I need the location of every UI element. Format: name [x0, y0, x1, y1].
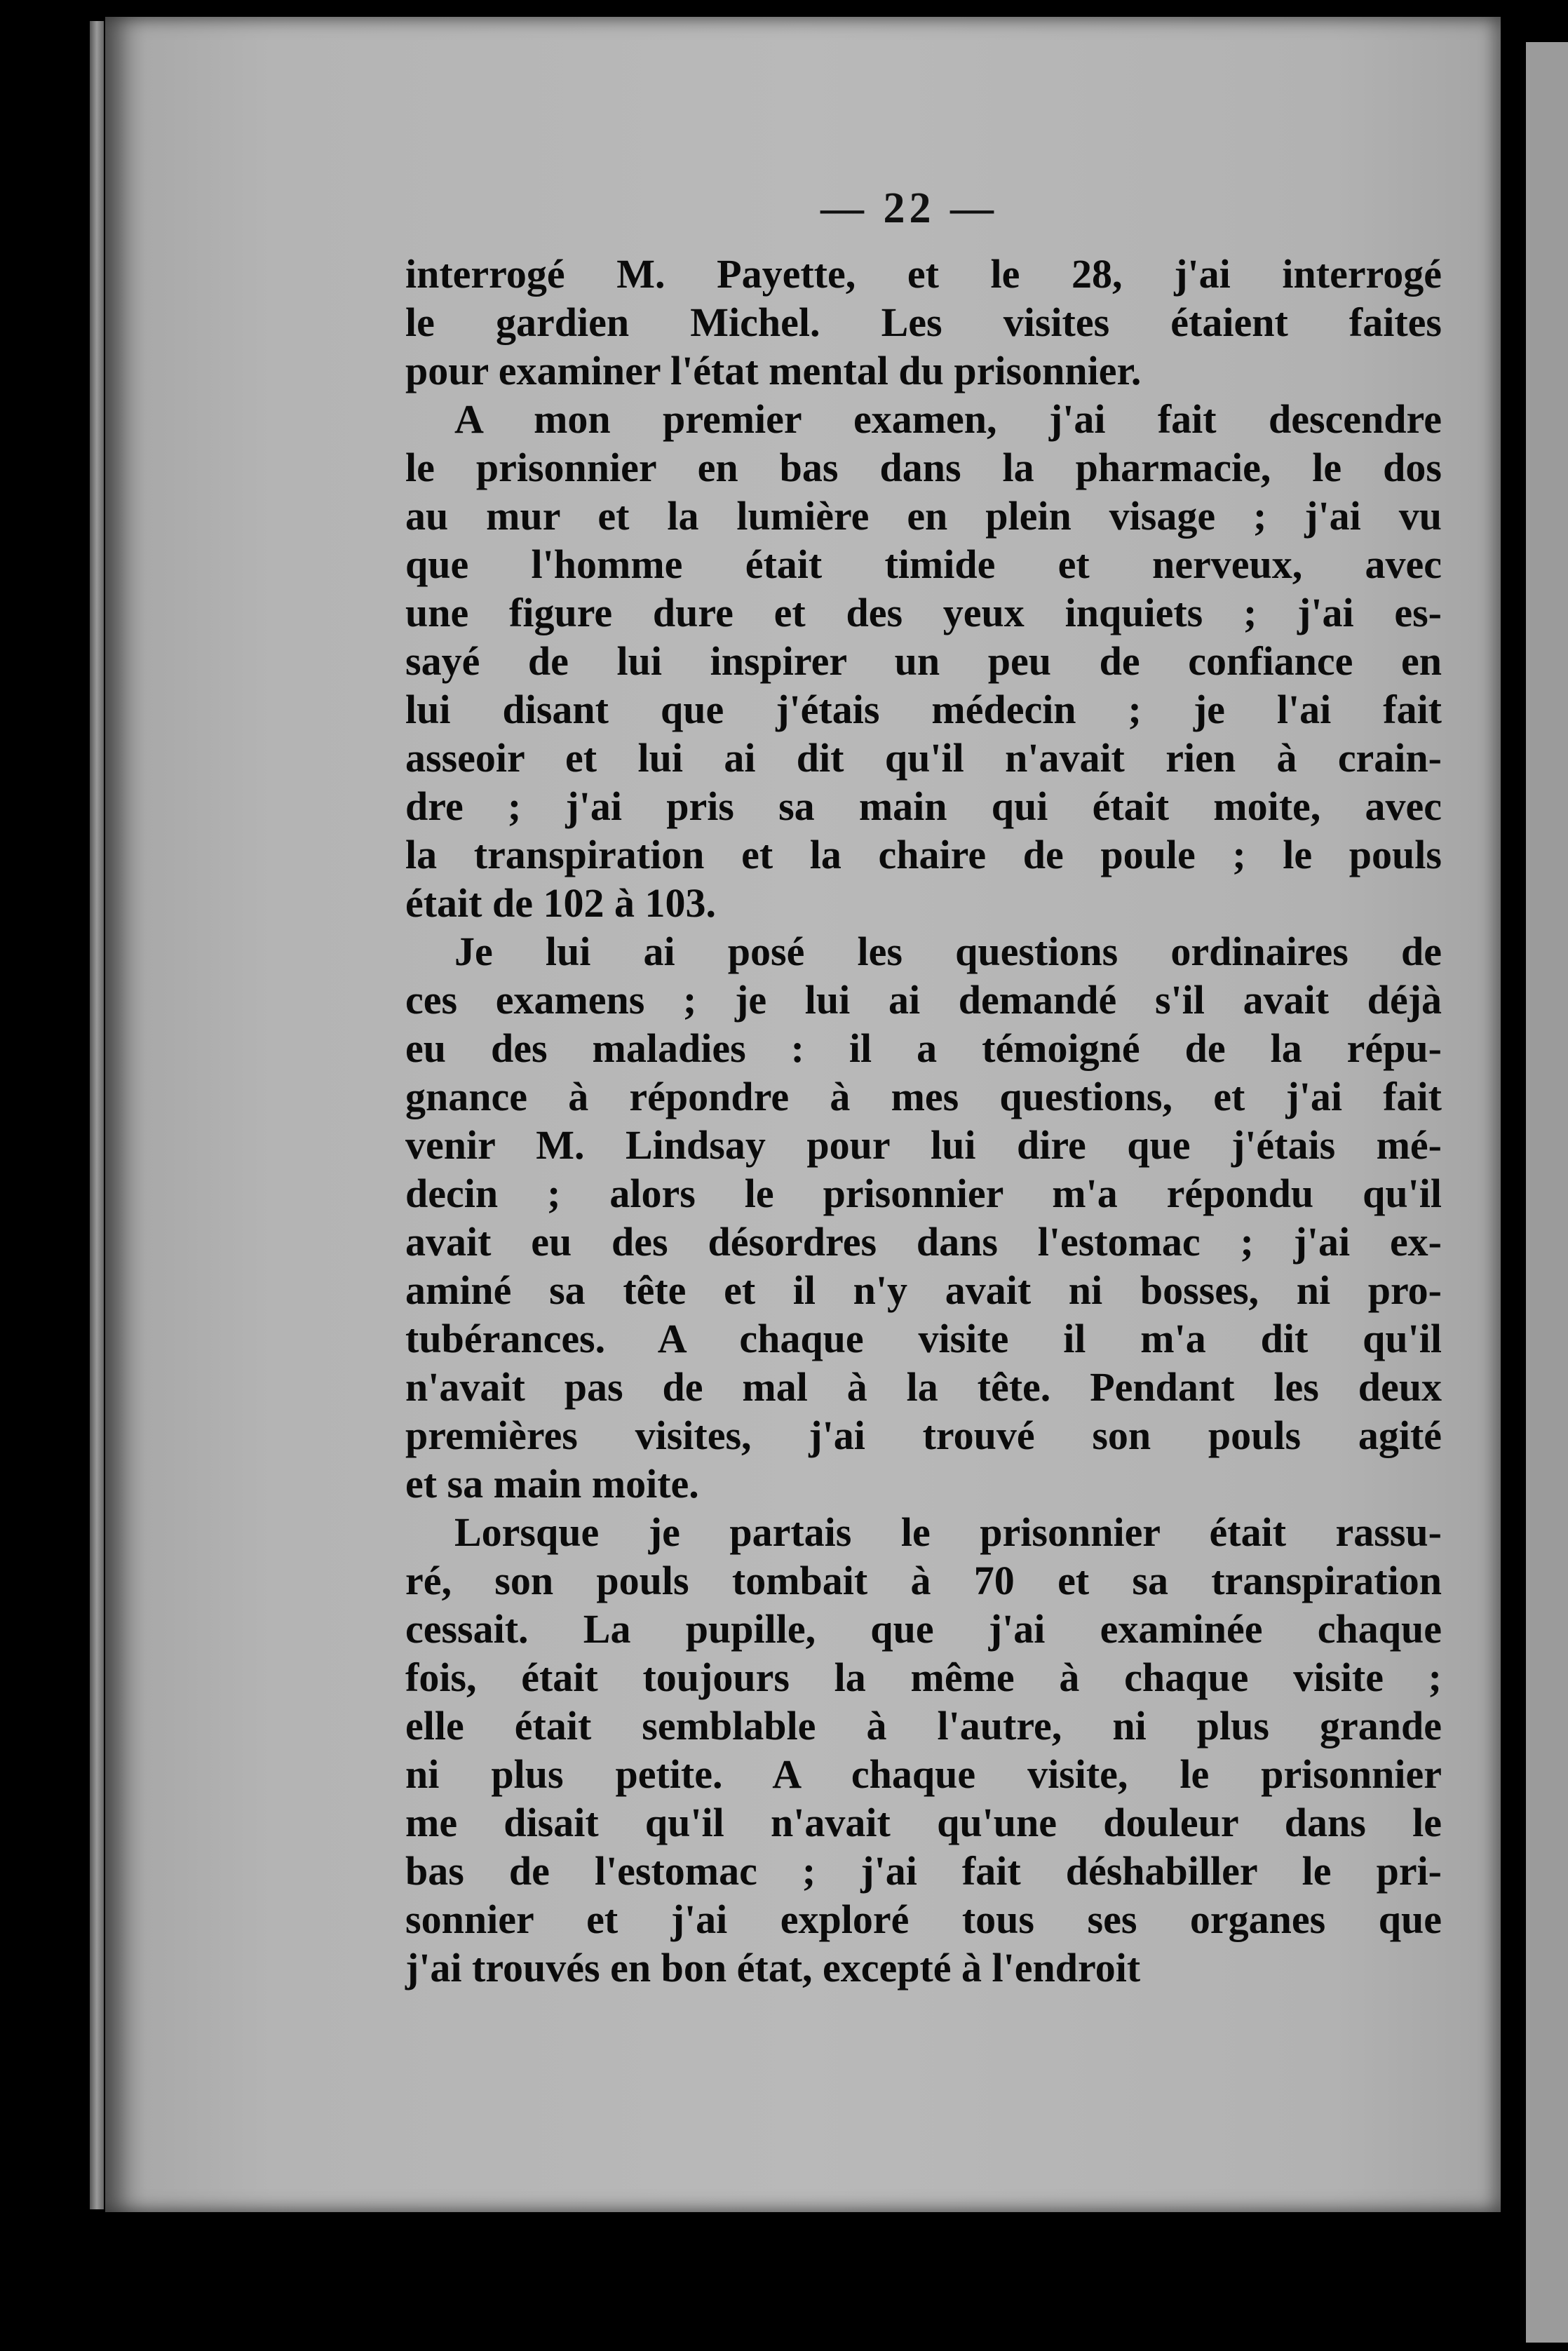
text-line: interrogé M. Payette, et le 28, j'ai interrogé: [405, 251, 1442, 297]
text-line: A mon premier examen, j'ai fait descendre: [454, 396, 1442, 442]
text-line: j'ai trouvés en bon état, excepté à l'endroit: [405, 1945, 1141, 1990]
text-line: elle était semblable à l'autre, ni plus grande: [405, 1703, 1442, 1749]
text-line: ni plus petite. A chaque visite, le prisonnier: [405, 1751, 1442, 1797]
text-line: premières visites, j'ai trouvé son pouls agité: [405, 1413, 1442, 1458]
paragraph: [405, 395, 1442, 927]
paragraph: [405, 927, 1442, 1508]
text-line: bas de l'estomac ; j'ai fait déshabiller le pri-: [405, 1848, 1442, 1894]
text-line: le prisonnier en bas dans la pharmacie, le dos: [405, 445, 1442, 490]
paragraph: [405, 250, 1442, 395]
text-line: cessait. La pupille, que j'ai examinée chaque: [405, 1606, 1442, 1652]
text-line: tubérances. A chaque visite il m'a dit qu'il: [405, 1316, 1442, 1361]
text-line: venir M. Lindsay pour lui dire que j'étais mé-: [405, 1122, 1442, 1168]
text-line: était de 102 à 103.: [405, 880, 716, 926]
text-line: ré, son pouls tombait à 70 et sa transpiration: [405, 1558, 1442, 1603]
text-line: une figure dure et des yeux inquiets ; j'ai es-: [405, 590, 1442, 635]
text-line: me disait qu'il n'avait qu'une douleur dans le: [405, 1800, 1442, 1845]
text-line: sayé de lui inspirer un peu de confiance en: [405, 638, 1442, 684]
text-line: fois, était toujours la même à chaque visite ;: [405, 1655, 1442, 1700]
adjacent-page-strip: [1522, 42, 1568, 2343]
text-line: au mur et la lumière en plein visage ; j'ai vu: [405, 493, 1442, 539]
page-binding-edge: [90, 21, 104, 2209]
text-line: ces examens ; je lui ai demandé s'il avait déjà: [405, 977, 1442, 1023]
text-line: Je lui ai posé les questions ordinaires de: [454, 929, 1442, 974]
body-text: [405, 250, 1442, 1992]
text-line: asseoir et lui ai dit qu'il n'avait rien à crain-: [405, 735, 1442, 781]
text-line: gnance à répondre à mes questions, et j'ai fait: [405, 1074, 1442, 1119]
text-line: dre ; j'ai pris sa main qui était moite, avec: [405, 783, 1442, 829]
text-line: decin ; alors le prisonnier m'a répondu qu'il: [405, 1171, 1442, 1216]
page-number: — 22 —: [820, 184, 998, 232]
text-line: le gardien Michel. Les visites étaient faites: [405, 299, 1442, 345]
text-line: n'avait pas de mal à la tête. Pendant les deux: [405, 1364, 1442, 1410]
text-line: la transpiration et la chaire de poule ; le pouls: [405, 832, 1442, 877]
text-line: pour examiner l'état mental du prisonnier.: [405, 348, 1142, 393]
text-line: sonnier et j'ai exploré tous ses organes que: [405, 1897, 1442, 1942]
text-line: avait eu des désordres dans l'estomac ; j'ai ex-: [405, 1219, 1442, 1265]
text-line: Lorsque je partais le prisonnier était rassu-: [454, 1509, 1442, 1555]
text-line: eu des maladies : il a témoigné de la répu-: [405, 1025, 1442, 1071]
text-line: que l'homme était timide et nerveux, avec: [405, 541, 1442, 587]
text-line: aminé sa tête et il n'y avait ni bosses, ni pro-: [405, 1267, 1442, 1313]
paragraph: [405, 1508, 1442, 1992]
text-line: lui disant que j'étais médecin ; je l'ai fait: [405, 687, 1442, 732]
text-line: et sa main moite.: [405, 1461, 699, 1507]
